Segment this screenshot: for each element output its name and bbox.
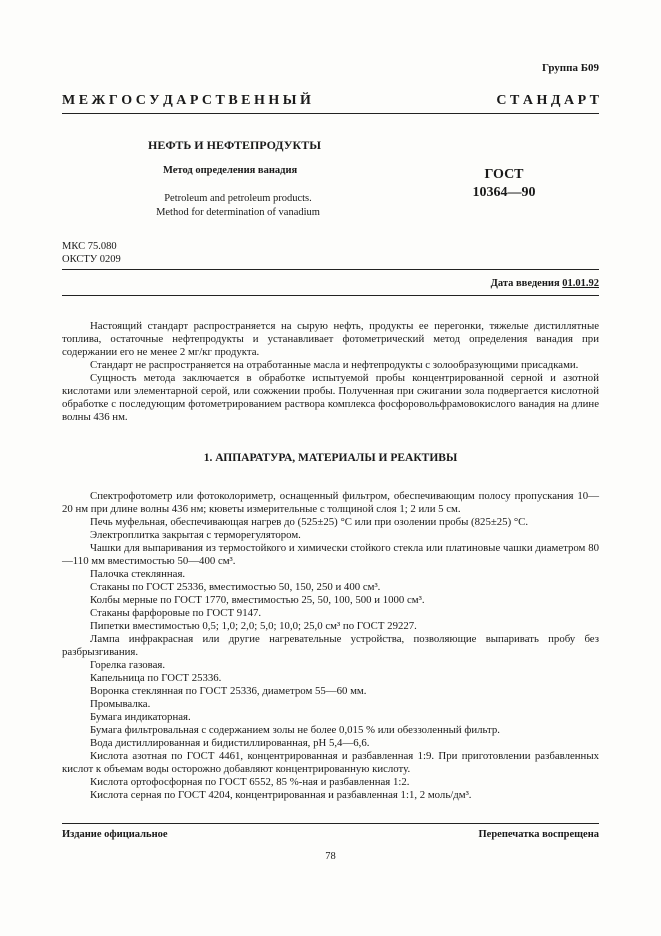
english-title: [148, 192, 328, 220]
intro-paragraph: Настоящий стандарт распространяется на сырую нефть, продукты ее перегонки, тяжелые дистиллятные топлива, остаточные нефтепродукты и устанавливает фотометрический метод определения ванадия при содержании его не менее 2 мг/кг продукта.: [62, 320, 599, 358]
list-item: Кислота серная по ГОСТ 4204, концентрированная и разбавленная 1:1, 2 моль/дм³.: [90, 789, 472, 801]
list-item: Чашки для выпаривания из термостойкого и химически стойкого стекла или платиновые чашки диаметром 80—110 мм вместимостью 50—400 см³.: [62, 542, 599, 567]
list-item: Вода дистиллированная и бидистиллированная, рН 5,4—6,6.: [90, 737, 370, 749]
date-rule: [62, 295, 599, 296]
list-item: Капельница по ГОСТ 25336.: [90, 672, 222, 684]
list-item: Бумага индикаторная.: [90, 711, 191, 723]
list-item: Воронка стеклянная по ГОСТ 25336, диаметром 55—60 мм.: [90, 685, 367, 697]
list-item: Кислота ортофосфорная по ГОСТ 6552, 85 %-ная и разбавленная 1:2.: [90, 776, 410, 788]
list-item: Стаканы по ГОСТ 25336, вместимостью 50, 150, 250 и 400 см³.: [90, 581, 381, 593]
section-heading: 1. АППАРАТУРА, МАТЕРИАЛЫ И РЕАКТИВЫ: [203, 452, 458, 464]
gost-label: ГОСТ: [484, 167, 524, 182]
list-item: Колбы мерные по ГОСТ 1770, вместимостью 25, 50, 100, 500 и 1000 см³.: [90, 594, 425, 606]
intro-text: [62, 320, 599, 424]
list-item: Кислота азотная по ГОСТ 4461, концентрированная и разбавленная 1:9. При приготовлении разбавленных кислот к объемам воды осторожно добавляют концентрированную кислоту.: [62, 750, 599, 775]
method-subtitle: Метод определения ванадия: [163, 165, 298, 176]
list-item: Электроплитка закрытая с терморегулятором.: [90, 529, 301, 541]
list-item: Печь муфельная, обеспечивающая нагрев до (525±25) °С или при озолении пробы (825±25) °С.: [90, 516, 529, 528]
english-title-line1: Petroleum and petroleum products.: [164, 193, 312, 204]
classification-group: Группа Б09: [542, 62, 599, 74]
page-number: 78: [325, 851, 336, 862]
introduction-date: [491, 278, 599, 289]
intro-date-value: 01.01.92: [562, 278, 599, 289]
classification-codes: [62, 240, 121, 266]
list-item: Промывалка.: [90, 698, 151, 710]
list-item: Стаканы фарфоровые по ГОСТ 9147.: [90, 607, 262, 619]
okstu-code: ОКСТУ 0209: [62, 254, 121, 265]
reprint-notice: Перепечатка воспрещена: [478, 829, 599, 840]
header-rule: [62, 113, 599, 114]
list-item: Спектрофотометр или фотоколориметр, оснащенный фильтром, обеспечивающим полосу пропускания 10—20 нм при длине волны 436 нм; кюветы измерительные с толщиной слоя 1; 2 или 5 см.: [62, 490, 599, 515]
banner-standard: С Т А Н Д А Р Т: [496, 93, 599, 108]
gost-number: 10364—90: [472, 185, 536, 200]
list-item: Горелка газовая.: [90, 659, 166, 671]
intro-date-label: Дата введения: [490, 278, 563, 289]
standard-banner: [62, 93, 599, 109]
list-item: Лампа инфракрасная или другие нагревательные устройства, позволяющие выпаривать пробу без разбрызгивания.: [62, 633, 599, 658]
document-title: НЕФТЬ И НЕФТЕПРОДУКТЫ: [148, 138, 321, 152]
english-title-line2: Method for determination of vanadium: [156, 207, 320, 218]
list-item: Бумага фильтровальная с содержанием золы не более 0,015 % или обеззоленный фильтр.: [90, 724, 500, 736]
intro-paragraph: Сущность метода заключается в обработке испытуемой пробы концентрированной серной и азотной кислотами или элементарной серой, или сожжении пробы. Полученная при сжигании зола подвергается кислотной обработке с последующим фотометрированием раствора комплекса фосфоровольфрамовокислого ванадия на длине волны 436 нм.: [62, 372, 599, 423]
mks-code: МКС 75.080: [62, 241, 117, 252]
equipment-list: [62, 490, 599, 802]
footer-rule: [62, 823, 599, 824]
banner-interstate: М Е Ж Г О С У Д А Р С Т В Е Н Н Ы Й: [62, 93, 311, 108]
intro-paragraph: Стандарт не распространяется на отработанные масла и нефтепродукты с золообразующими присадками.: [90, 359, 579, 371]
list-item: Палочка стеклянная.: [90, 568, 186, 580]
official-edition: Издание официальное: [62, 829, 168, 840]
list-item: Пипетки вместимостью 0,5; 1,0; 2,0; 5,0; 10,0; 25,0 см³ по ГОСТ 29227.: [90, 620, 417, 632]
codes-rule: [62, 269, 599, 270]
gost-designation: [470, 166, 538, 202]
